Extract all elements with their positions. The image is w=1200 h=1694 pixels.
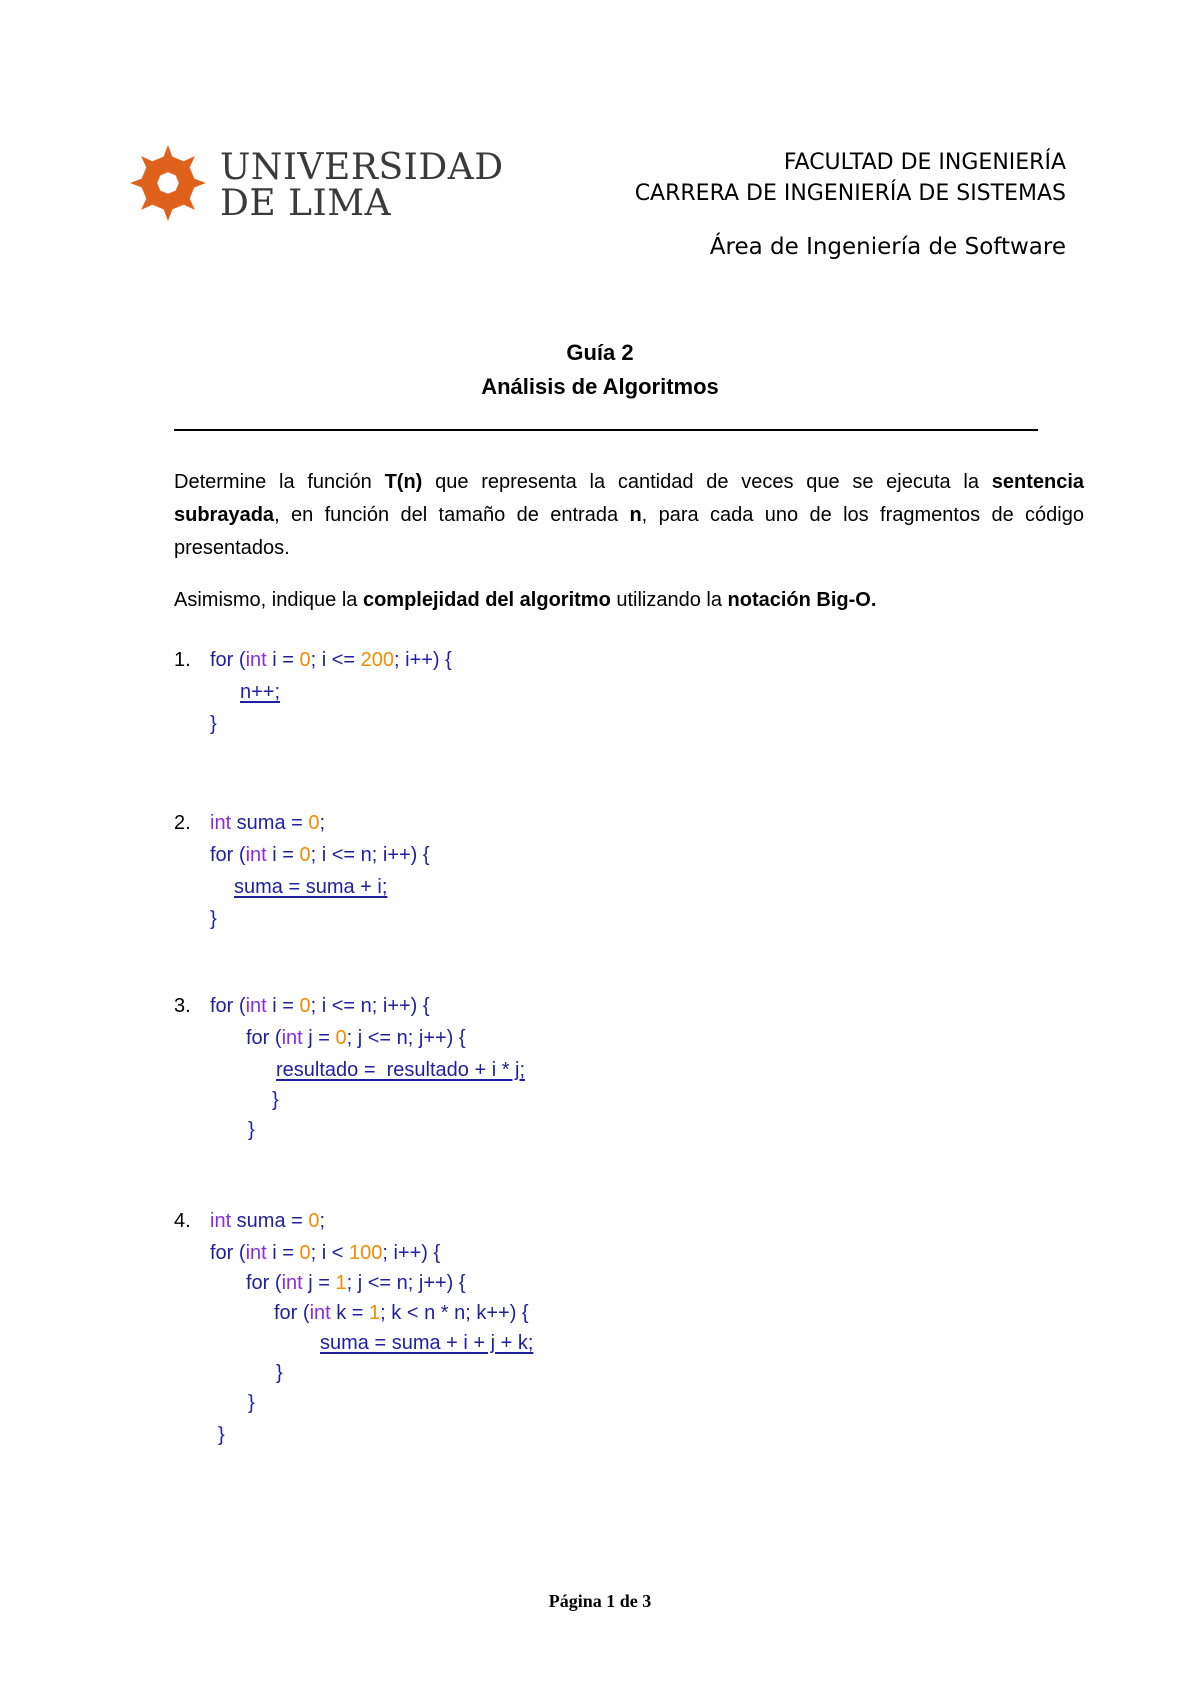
code-number: 0	[299, 844, 311, 866]
underlined-statement: n++;	[240, 681, 281, 703]
code-line	[240, 681, 280, 704]
code-keyword: int	[245, 649, 267, 671]
code-number: 0	[299, 1242, 311, 1264]
code-number: 0	[299, 649, 311, 671]
code-line	[210, 844, 430, 867]
code-token: ; i <	[310, 1242, 349, 1264]
code-line: }	[248, 1392, 255, 1414]
complexity-paragraph	[174, 584, 1084, 617]
code-token: j =	[302, 1027, 336, 1049]
code-token: k =	[330, 1302, 370, 1324]
instruction-paragraph	[174, 466, 1084, 565]
code-token: ; i <=	[310, 649, 361, 671]
logo-text-line2: DE LIMA	[220, 183, 392, 224]
code-token: ; k < n * n; k++) {	[380, 1302, 529, 1324]
instruction-bold: T(n)	[384, 471, 423, 493]
guide-number: Guía 2	[566, 340, 634, 365]
exercise-number: 1.	[174, 649, 191, 671]
code-token: (	[269, 1027, 282, 1049]
code-line: }	[210, 908, 217, 930]
code-number: 0	[308, 812, 320, 834]
code-token: (	[269, 1272, 282, 1294]
instruction-text: , en función del tamaño de entrada	[274, 504, 630, 526]
code-token: for	[210, 844, 234, 866]
code-token: for	[210, 995, 234, 1017]
code-line: }	[276, 1362, 283, 1384]
code-token: for	[246, 1272, 270, 1294]
code-line	[210, 1210, 325, 1233]
code-token: for	[274, 1302, 298, 1324]
code-token: for	[210, 649, 234, 671]
exercise-number: 3.	[174, 995, 191, 1017]
instruction-bold: sentencia subrayada	[174, 471, 1085, 526]
code-token: ; j <= n; j++) {	[346, 1272, 466, 1294]
code-keyword: int	[210, 812, 232, 834]
code-line	[234, 876, 387, 899]
code-number: 200	[360, 649, 395, 671]
instruction-text: utilizando la	[610, 589, 728, 611]
code-keyword: int	[281, 1272, 303, 1294]
code-line	[210, 995, 430, 1018]
code-number: 1	[369, 1302, 381, 1324]
code-token: (	[233, 649, 246, 671]
code-token: ; i <= n; i++) {	[310, 844, 430, 866]
instruction-bold: n	[629, 504, 642, 526]
code-number: 100	[348, 1242, 383, 1264]
code-line	[276, 1059, 525, 1082]
code-token: i =	[266, 1242, 300, 1264]
university-logo	[128, 139, 504, 229]
underlined-statement: suma = suma + i;	[234, 876, 388, 898]
code-token: for	[246, 1027, 270, 1049]
code-token: i =	[266, 844, 300, 866]
code-token: i =	[266, 995, 300, 1017]
code-number: 1	[335, 1272, 347, 1294]
faculty-name: FACULTAD DE INGENIERÍA	[783, 150, 1066, 175]
code-keyword: int	[309, 1302, 331, 1324]
exercise-number: 2.	[174, 812, 191, 834]
code-token: ; i <= n; i++) {	[310, 995, 430, 1017]
career-name: CARRERA DE INGENIERÍA DE SISTEMAS	[634, 181, 1066, 206]
instruction-text: que representa la cantidad de veces que se ejecuta la	[422, 471, 992, 493]
sun-logo-icon	[128, 143, 208, 223]
code-token: ; j <= n; j++) {	[346, 1027, 466, 1049]
code-token: (	[233, 1242, 246, 1264]
code-keyword: int	[210, 1210, 232, 1232]
code-line: }	[218, 1424, 225, 1446]
code-line: }	[210, 713, 217, 735]
code-number: 0	[299, 995, 311, 1017]
underlined-statement: resultado = resultado + i * j;	[276, 1059, 526, 1081]
instruction-text: , para cada uno de los fragmentos de código presentados.	[174, 504, 1084, 559]
code-line	[320, 1332, 533, 1355]
underlined-statement: suma = suma + i + j + k;	[320, 1332, 534, 1354]
area-name: Área de Ingeniería de Software	[709, 234, 1066, 260]
code-line	[274, 1302, 529, 1325]
code-number: 0	[335, 1027, 347, 1049]
code-token: (	[297, 1302, 310, 1324]
code-token: suma =	[231, 812, 309, 834]
code-token: i =	[266, 649, 300, 671]
instruction-bold: complejidad del algoritmo	[362, 589, 611, 611]
code-token: ;	[319, 1210, 326, 1232]
code-token: j =	[302, 1272, 336, 1294]
code-line: }	[248, 1119, 255, 1141]
logo-text-line1: UNIVERSIDAD	[220, 147, 504, 188]
code-token: suma =	[231, 1210, 309, 1232]
code-number: 0	[308, 1210, 320, 1232]
code-token: ;	[319, 812, 326, 834]
instruction-text: Asimismo, indique la	[174, 589, 363, 611]
code-keyword: int	[245, 844, 267, 866]
code-line: }	[272, 1089, 279, 1111]
code-token: ; i++) {	[394, 649, 452, 671]
code-line	[210, 649, 452, 672]
code-line	[246, 1027, 466, 1050]
instruction-text: Determine la función	[174, 471, 385, 493]
code-token: (	[233, 995, 246, 1017]
code-keyword: int	[245, 995, 267, 1017]
title-divider	[174, 429, 1038, 431]
code-line	[210, 1242, 440, 1265]
code-line	[210, 812, 325, 835]
code-keyword: int	[281, 1027, 303, 1049]
code-keyword: int	[245, 1242, 267, 1264]
code-token: ; i++) {	[382, 1242, 441, 1264]
page-number: Página 1 de 3	[548, 1591, 652, 1611]
guide-subject: Análisis de Algoritmos	[481, 374, 719, 399]
code-token: for	[210, 1242, 234, 1264]
exercise-number: 4.	[174, 1210, 191, 1232]
code-line	[246, 1272, 466, 1295]
instruction-bold: notación Big-O.	[727, 589, 877, 611]
code-token: (	[233, 844, 246, 866]
